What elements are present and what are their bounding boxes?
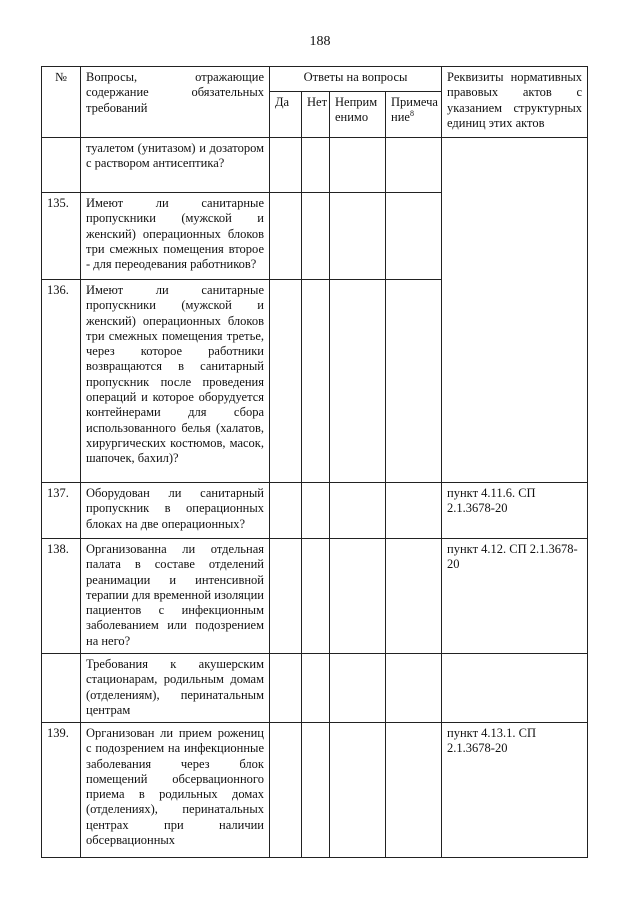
answer-note-cell[interactable]: [386, 193, 442, 280]
answer-yes-cell[interactable]: [270, 138, 302, 193]
table-row: [42, 138, 588, 193]
answer-note-cell[interactable]: [386, 280, 442, 483]
answer-no-cell[interactable]: [302, 539, 330, 654]
row-number: 136.: [42, 280, 81, 483]
answer-na-cell[interactable]: [330, 723, 386, 858]
header-note: [386, 92, 442, 138]
row-question: Организован ли прием рожениц с подозрением на инфекционные заболевания через блок помещений обсервационного приема в родильных домах (отделениях), перинатальных центрах при наличии обсервационных: [81, 723, 270, 858]
header-not-applicable: Неприм енимо: [330, 92, 386, 138]
answer-note-cell[interactable]: [386, 654, 442, 723]
answer-na-cell[interactable]: [330, 280, 386, 483]
row-question: Имеют ли санитарные пропускники (мужской и женский) операционных блоков три смежных помещения второе - для переодевания работников?: [81, 193, 270, 280]
answer-yes-cell[interactable]: [270, 723, 302, 858]
answer-no-cell[interactable]: [302, 483, 330, 539]
answer-yes-cell[interactable]: [270, 193, 302, 280]
header-number: №: [42, 67, 81, 138]
answer-note-cell[interactable]: [386, 483, 442, 539]
answer-na-cell[interactable]: [330, 483, 386, 539]
answer-no-cell[interactable]: [302, 723, 330, 858]
section-heading: Требования к акушерским стационарам, родильным домам (отделениям), перинатальным центрам: [81, 654, 270, 723]
header-requisites: Реквизиты нормативных правовых актов с указанием структурных единиц этих актов: [442, 67, 588, 138]
answer-na-cell[interactable]: [330, 193, 386, 280]
row-number: 139.: [42, 723, 81, 858]
answer-no-cell[interactable]: [302, 280, 330, 483]
answer-na-cell[interactable]: [330, 654, 386, 723]
header-note-footnote: 8: [409, 109, 414, 119]
row-reference: пункт 4.13.1. СП 2.1.3678-20: [442, 723, 588, 858]
row-reference: пункт 4.11.6. СП 2.1.3678-20: [442, 483, 588, 539]
row-number: 137.: [42, 483, 81, 539]
row-reference: [442, 138, 588, 483]
table-row: [42, 483, 588, 539]
answer-na-cell[interactable]: [330, 539, 386, 654]
answer-yes-cell[interactable]: [270, 654, 302, 723]
row-question: Оборудован ли санитарный пропускник в операционных блоках на две операционных?: [81, 483, 270, 539]
answer-yes-cell[interactable]: [270, 539, 302, 654]
row-number: [42, 654, 81, 723]
header-answers: Ответы на вопросы: [270, 67, 442, 92]
table-row: [42, 723, 588, 858]
answer-note-cell[interactable]: [386, 539, 442, 654]
requirements-checklist-table: [41, 66, 588, 858]
answer-yes-cell[interactable]: [270, 483, 302, 539]
header-questions: Вопросы, отражающие содержание обязательных требований: [81, 67, 270, 138]
row-number: [42, 138, 81, 193]
row-reference: пункт 4.12. СП 2.1.3678-20: [442, 539, 588, 654]
answer-no-cell[interactable]: [302, 654, 330, 723]
table-row: [42, 654, 588, 723]
answer-note-cell[interactable]: [386, 723, 442, 858]
row-number: 138.: [42, 539, 81, 654]
page-number: 188: [309, 34, 331, 49]
row-question: Организованна ли отдельная палата в составе отделений реанимации и интенсивной терапии для временной изоляции пациентов с инфекционным заболеванием или подозрением на него?: [81, 539, 270, 654]
row-question: туалетом (унитазом) и дозатором с раствором антисептика?: [81, 138, 270, 193]
row-number: 135.: [42, 193, 81, 280]
header-yes: Да: [270, 92, 302, 138]
answer-yes-cell[interactable]: [270, 280, 302, 483]
row-question: Имеют ли санитарные пропускники (мужской и женский) операционных блоков три смежных помещения третье, через которое работники возвращаются в санитарный пропускник после проведения операций и которое оборудуется контейнерами для сбора использованного белья (халатов, хирургических костюмов, масок, шапочек, бахил)?: [81, 280, 270, 483]
header-note-label: Примеча ние: [391, 95, 438, 125]
table-row: [42, 539, 588, 654]
answer-no-cell[interactable]: [302, 138, 330, 193]
answer-na-cell[interactable]: [330, 138, 386, 193]
answer-note-cell[interactable]: [386, 138, 442, 193]
answer-no-cell[interactable]: [302, 193, 330, 280]
header-no: Нет: [302, 92, 330, 138]
row-reference: [442, 654, 588, 723]
